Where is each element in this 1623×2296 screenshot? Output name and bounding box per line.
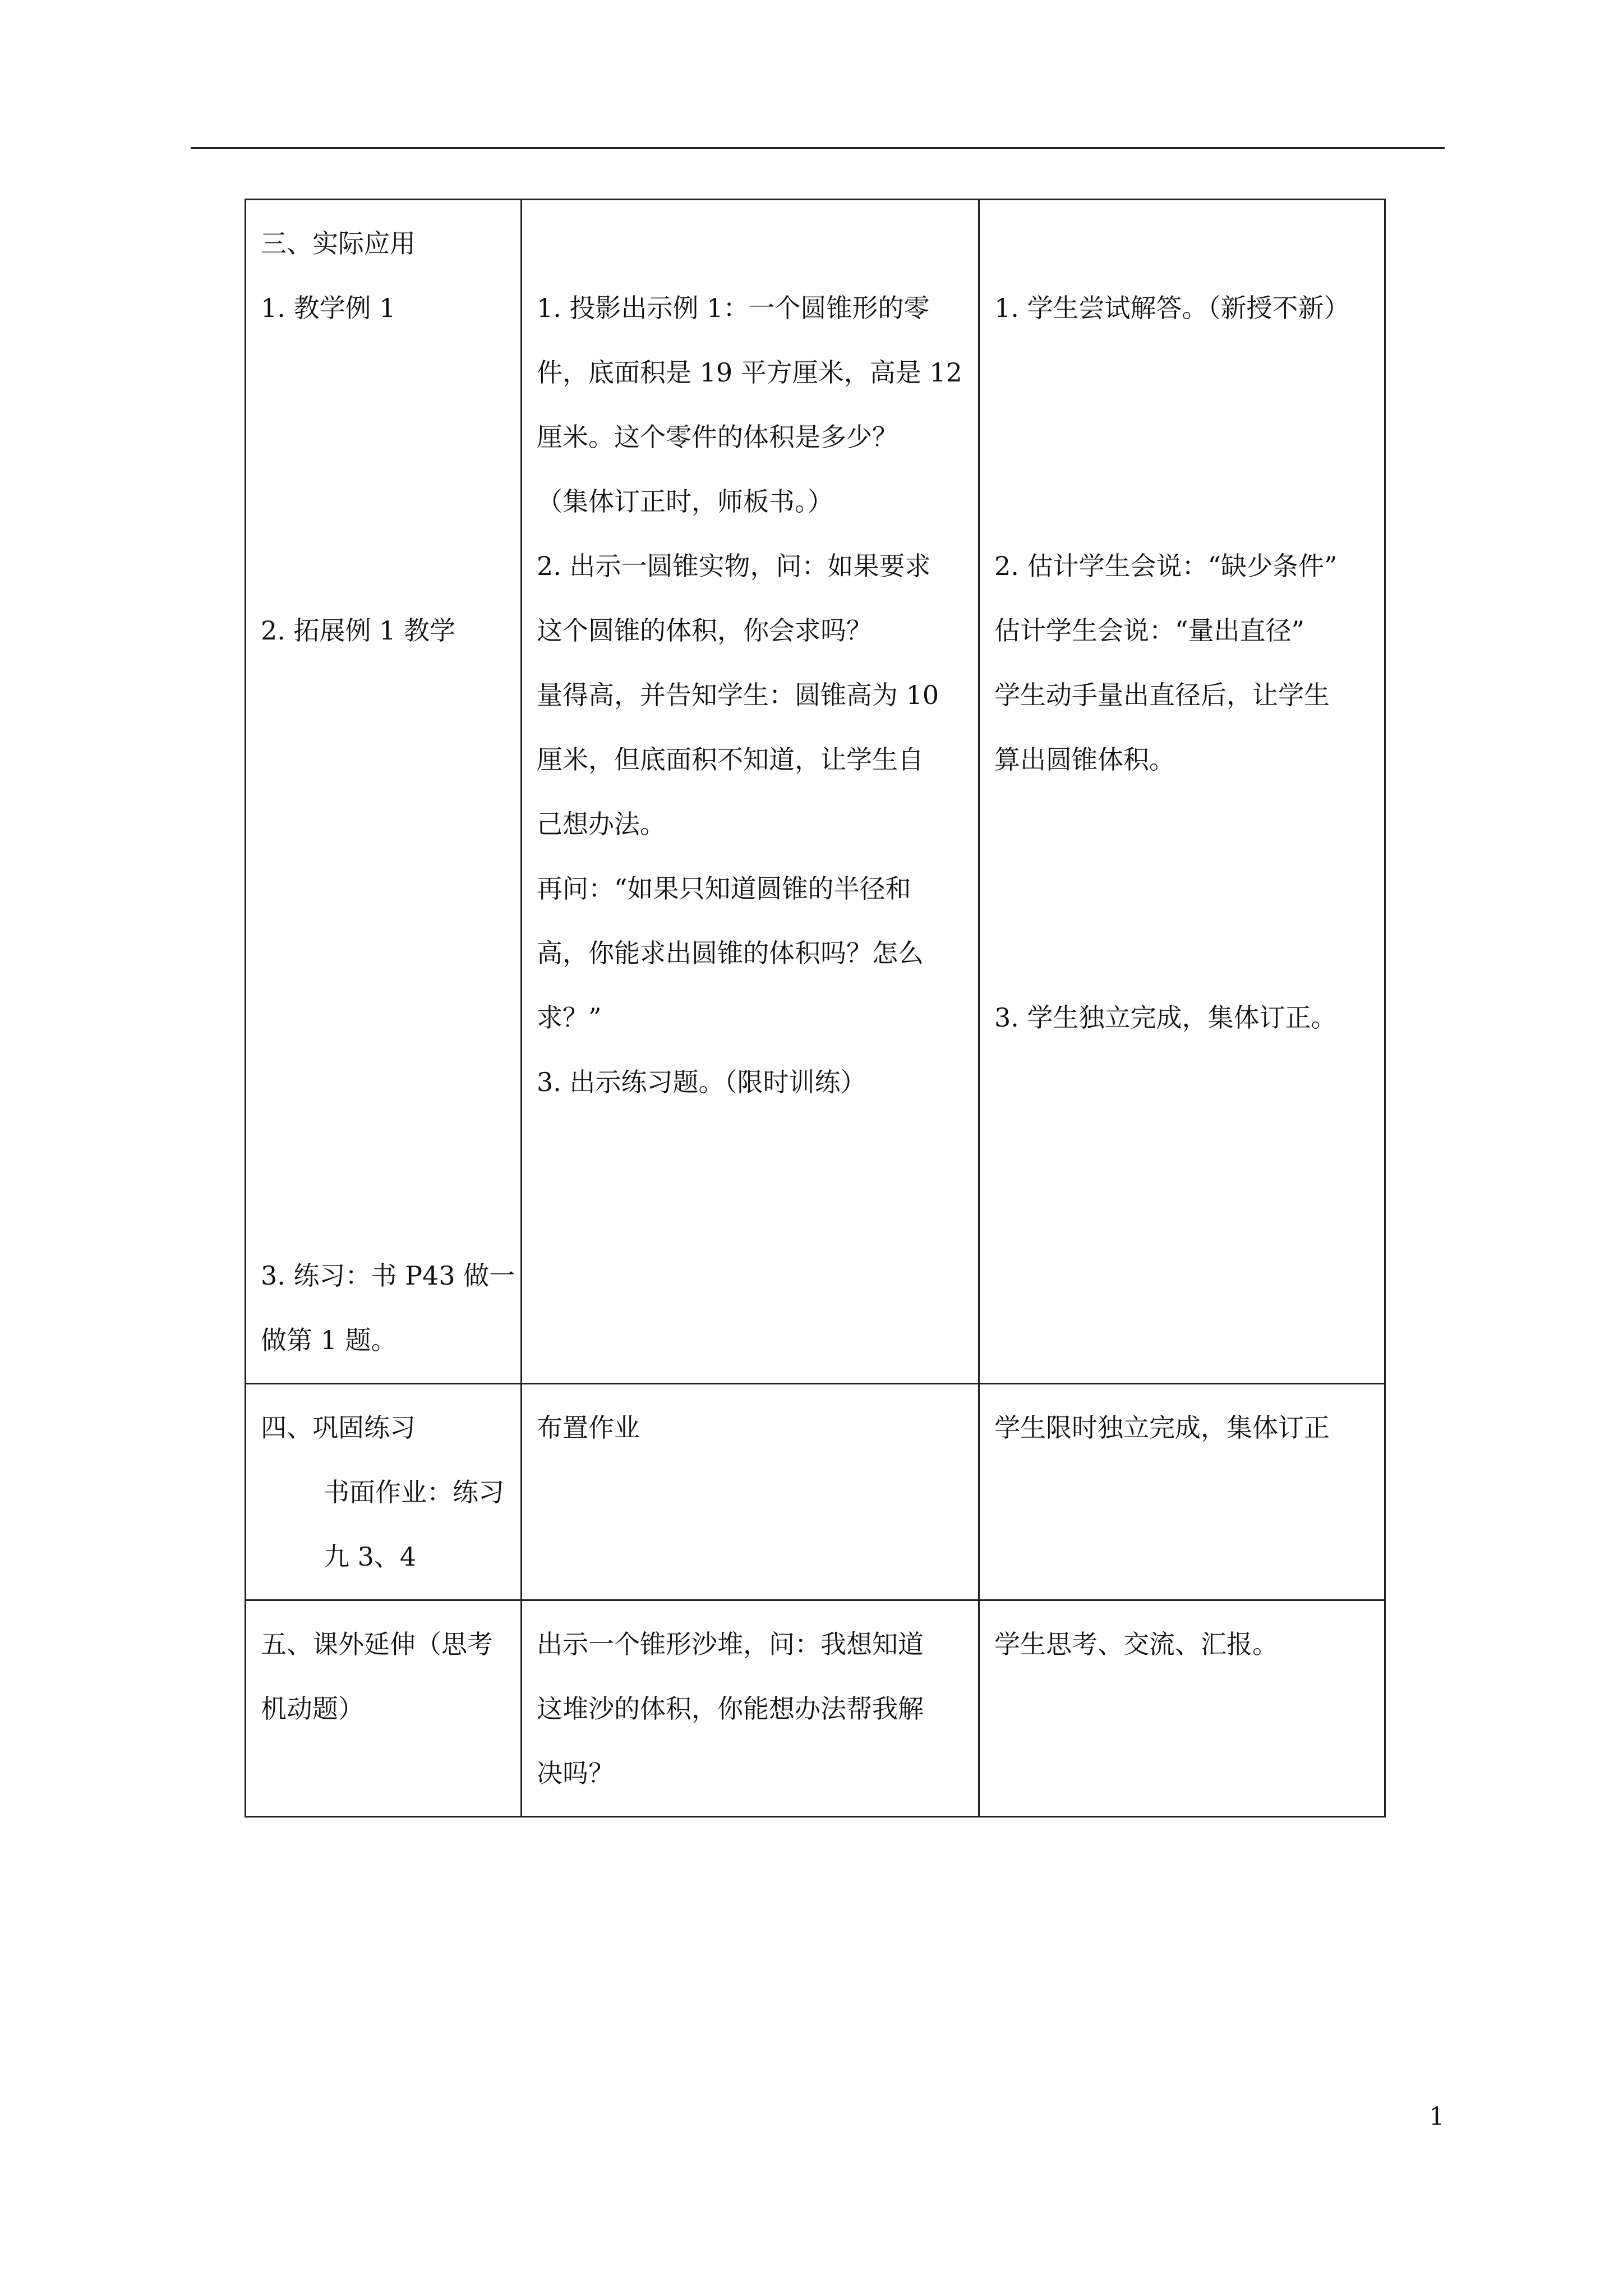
teacher-activity-line: 这个圆锥的体积，你会求吗？: [537, 615, 872, 646]
student-activity-line: 2. 估计学生会说：“缺少条件”: [994, 551, 1338, 581]
student-activity-cell: [979, 1384, 1385, 1600]
spacer: [261, 728, 506, 792]
teacher-activity-cell: [522, 1600, 979, 1817]
stage-item: 书面作业：练习: [324, 1477, 504, 1507]
spacer: [261, 405, 506, 470]
spacer: [261, 857, 506, 921]
student-activity-cell: [979, 200, 1385, 1384]
stage-item: 九 3、4: [324, 1542, 417, 1572]
teacher-activity-line: 量得高，并告知学生：圆锥高为 10: [537, 680, 939, 710]
spacer: [261, 921, 506, 986]
stage-cell: [246, 200, 522, 1384]
stage-cell: [246, 1384, 522, 1600]
teacher-activity-line: 2. 出示一圆锥实物，问：如果要求: [537, 551, 931, 581]
stage-item: 机动题）: [261, 1694, 364, 1724]
stage-item: 2. 拓展例 1 教学: [261, 615, 456, 646]
student-activity-line: 3. 学生独立完成，集体订正。: [994, 1002, 1337, 1033]
stage-cell: [246, 1600, 522, 1817]
spacer: [994, 341, 1370, 405]
teacher-activity-line: （集体订正时，师板书。）: [537, 486, 833, 517]
spacer: [261, 792, 506, 857]
teacher-activity-line: 布置作业: [537, 1412, 640, 1443]
spacer: [994, 921, 1370, 986]
student-activity-line: 学生思考、交流、汇报。: [994, 1629, 1278, 1659]
spacer: [261, 1115, 506, 1179]
spacer: [261, 1179, 506, 1244]
teacher-activity-line: 决吗？: [537, 1758, 614, 1788]
teacher-activity-line: 高，你能求出圆锥的体积吗？怎么: [537, 938, 924, 968]
spacer: [994, 211, 1370, 276]
lesson-plan-table: [245, 199, 1386, 1818]
teacher-activity-line: 己想办法。: [537, 809, 666, 839]
teacher-activity-line: 这堆沙的体积，你能想办法帮我解: [537, 1694, 924, 1724]
student-activity-line: 学生限时独立完成，集体订正: [994, 1412, 1330, 1443]
student-activity-cell: [979, 1600, 1385, 1817]
student-activity-line: 学生动手量出直径后，让学生: [994, 680, 1330, 710]
page-number: 1: [1429, 2102, 1445, 2131]
stage-item: 1. 教学例 1: [261, 293, 396, 323]
spacer: [537, 211, 963, 276]
spacer: [994, 470, 1370, 534]
teacher-activity-line: 件，底面积是 19 平方厘米，高是 12: [537, 357, 962, 388]
table-row: [246, 1384, 1385, 1600]
spacer: [994, 857, 1370, 921]
spacer: [261, 986, 506, 1050]
spacer: [994, 792, 1370, 857]
student-activity-line: 1. 学生尝试解答。（新授不新）: [994, 293, 1350, 323]
spacer: [261, 1050, 506, 1115]
stage-heading: 五、课外延伸（思考: [261, 1629, 493, 1659]
spacer: [261, 341, 506, 405]
student-activity-line: 估计学生会说：“量出直径”: [994, 615, 1305, 646]
stage-heading: 三、实际应用: [261, 228, 416, 259]
stage-item: 做第 1 题。: [261, 1325, 397, 1355]
spacer: [261, 470, 506, 534]
teacher-activity-line: 再问：“如果只知道圆锥的半径和: [537, 873, 911, 904]
teacher-activity-line: 1. 投影出示例 1：一个圆锥形的零: [537, 293, 930, 323]
table-row: [246, 200, 1385, 1384]
header-rule: [191, 147, 1445, 149]
teacher-activity-line: 出示一个锥形沙堆，问：我想知道: [537, 1629, 924, 1659]
student-activity-line: 算出圆锥体积。: [994, 744, 1175, 775]
teacher-activity-line: 3. 出示练习题。（限时训练）: [537, 1067, 866, 1097]
teacher-activity-line: 厘米。这个零件的体积是多少？: [537, 422, 898, 452]
teacher-activity-cell: [522, 1384, 979, 1600]
spacer: [261, 663, 506, 728]
spacer: [994, 405, 1370, 470]
spacer: [261, 534, 506, 599]
stage-item: 3. 练习：书 P43 做一: [261, 1260, 515, 1291]
stage-heading: 四、巩固练习: [261, 1412, 416, 1443]
teacher-activity-line: 求？”: [537, 1002, 602, 1033]
teacher-activity-line: 厘米，但底面积不知道，让学生自: [537, 744, 924, 775]
teacher-activity-cell: [522, 200, 979, 1384]
table-row: [246, 1600, 1385, 1817]
